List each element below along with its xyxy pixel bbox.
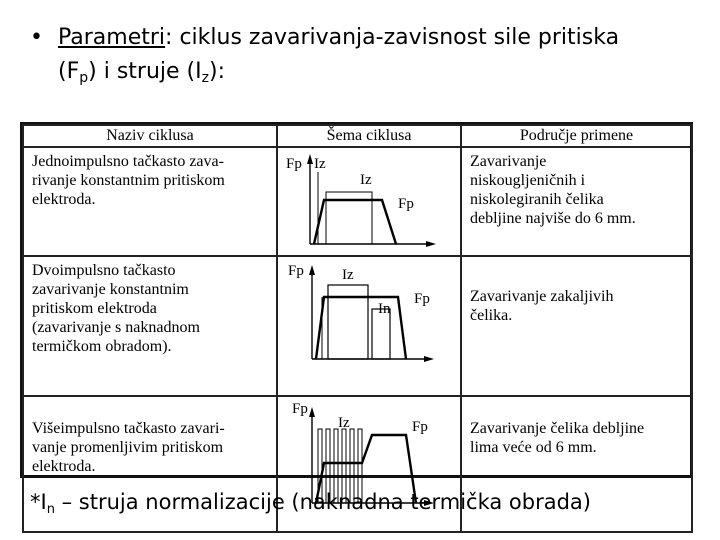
cycle-name-cell xyxy=(23,256,277,396)
cycle-scheme-cell xyxy=(277,147,461,256)
force-axis-label: Fp xyxy=(292,401,308,417)
cell-text-line: niskolegiranih čelika xyxy=(470,191,604,208)
cell-text-line: debljine najviše do 6 mm. xyxy=(470,210,636,227)
heading-text: (F xyxy=(58,59,80,84)
cell-text-line: (zavarivanje s naknadnom xyxy=(32,319,200,336)
table-header-row xyxy=(23,125,692,147)
table-row xyxy=(23,147,692,256)
cell-text-line: termičkom obradom). xyxy=(32,338,172,355)
cycle-use-cell xyxy=(461,256,692,396)
cell-text-line: pritiskom elektroda xyxy=(32,300,157,317)
force-label: Fp xyxy=(398,196,414,212)
current-label: Iz xyxy=(360,172,372,188)
heading-subscript: z xyxy=(201,70,209,86)
double-pulse-diagram xyxy=(278,257,458,365)
cycle-use-cell xyxy=(461,147,692,256)
current-axis-label: Iz xyxy=(338,415,350,431)
cell-text-line: Zavarivanje zakaljivih xyxy=(470,288,614,305)
cell-text-line: lima veće od 6 mm. xyxy=(470,439,597,456)
cell-text-line: Jednoimpulsno tačkasto zava- xyxy=(32,153,224,170)
cell-text-line: čelika. xyxy=(470,307,513,324)
cell-text-line: elektroda. xyxy=(32,458,96,475)
force-axis-label: Fp xyxy=(286,156,302,172)
welding-cycles-table xyxy=(22,124,693,533)
bullet-point: • xyxy=(30,25,43,50)
cell-text-line: Zavarivanje xyxy=(470,153,547,170)
current-axis-label: Iz xyxy=(342,267,354,283)
normalization-current-label: In xyxy=(378,301,391,317)
table-row xyxy=(23,256,692,396)
column-header-name: Naziv ciklusa xyxy=(23,125,277,147)
cycle-name-cell xyxy=(23,147,277,256)
heading-text: ) i struje (I xyxy=(88,59,202,84)
heading-line-1 xyxy=(58,22,619,54)
heading-subscript: p xyxy=(79,70,89,86)
cell-text-line: zavarivanje konstantnim xyxy=(32,281,189,298)
cell-text-line: elektroda. xyxy=(32,191,96,208)
footnote-subscript: n xyxy=(46,502,55,517)
column-header-use: Područje primene xyxy=(461,125,692,147)
single-pulse-diagram xyxy=(278,148,458,250)
column-header-scheme: Šema ciklusa xyxy=(277,125,461,147)
heading-line-2 xyxy=(58,56,225,94)
footnote-text: *I xyxy=(30,490,47,514)
force-axis-label: Fp xyxy=(288,263,304,279)
cell-text-line: niskougljeničnih i xyxy=(470,172,586,189)
cell-text-line: Višeimpulsno tačkasto zavari- xyxy=(32,420,225,437)
heading-text: ): xyxy=(208,59,225,84)
current-axis-label: Iz xyxy=(314,156,326,172)
cell-text-line: rivanje konstantnim pritiskom xyxy=(32,172,225,189)
heading-line-1-rest: : ciklus zavarivanja-zavisnost sile pritiska xyxy=(165,25,620,50)
cycle-scheme-cell xyxy=(277,256,461,396)
cell-text-line: Zavarivanje čelika debljine xyxy=(470,420,645,437)
heading-term: Parametri xyxy=(58,25,166,50)
force-label: Fp xyxy=(414,291,430,307)
cell-text-line: vanje promenljivim pritiskom xyxy=(32,439,224,456)
footnote xyxy=(30,488,591,524)
footnote-text: – struja normalizacije (naknadna termička obrada) xyxy=(54,490,591,514)
force-label: Fp xyxy=(412,419,428,435)
cell-text-line: Dvoimpulsno tačkasto xyxy=(32,262,176,279)
